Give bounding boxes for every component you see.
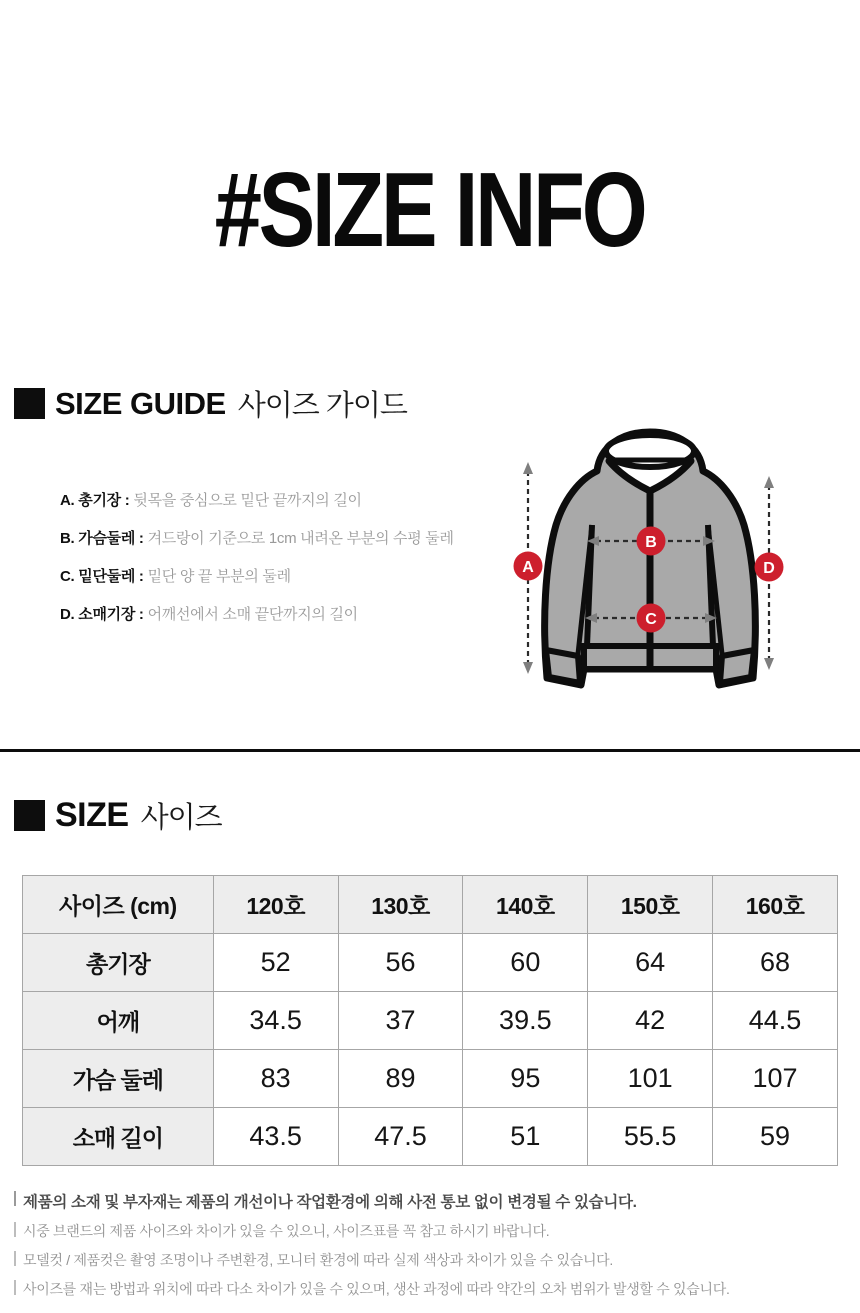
list-item [60, 527, 454, 565]
note-line [14, 1250, 846, 1270]
page-title [0, 150, 860, 271]
marker-a-label: A [522, 559, 534, 576]
marker-b-label: B [645, 534, 657, 551]
note-text: 모델컷 / 제품컷은 촬영 조명이나 주변환경, 모니터 환경에 따라 실제 색상과 차이가 있을 수 있습니다. [23, 1252, 613, 1268]
col-header-150: 150호 [588, 876, 713, 934]
col-header-160: 160호 [713, 876, 838, 934]
cell-value: 56 [338, 934, 463, 992]
cell-value: 95 [463, 1050, 588, 1108]
note-text: 시중 브랜드의 제품 사이즈와 차이가 있을 수 있으니, 사이즈표를 꼭 참고 하시기 바랍니다. [23, 1223, 550, 1239]
arrow-a-head-bottom [523, 662, 533, 674]
page-title-text: #SIZE INFO [215, 151, 645, 269]
note-text: 제품의 소재 및 부자재는 제품의 개선이나 작업환경에 의해 사전 통보 없이 변경될 수 있습니다. [23, 1194, 637, 1211]
hoodie-measurement-diagram [490, 413, 810, 705]
table-row [23, 992, 838, 1050]
marker-d [755, 553, 784, 582]
row-label-chest: 가슴 둘레 [23, 1050, 214, 1108]
cell-value: 44.5 [713, 992, 838, 1050]
section-divider [0, 749, 860, 752]
black-square-bullet-icon [14, 800, 45, 831]
cell-value: 107 [713, 1050, 838, 1108]
note-bar-icon [14, 1280, 16, 1295]
table-row [23, 1050, 838, 1108]
note-bar-icon [14, 1222, 16, 1237]
note-bar-icon [14, 1251, 16, 1266]
guide-desc: 밑단 양 끝 부분의 둘레 [147, 568, 291, 585]
note-line [14, 1279, 846, 1299]
measurement-guide-list [60, 489, 454, 641]
cell-value: 59 [713, 1108, 838, 1166]
table-row [23, 1108, 838, 1166]
col-header-140: 140호 [463, 876, 588, 934]
guide-label: D. 소매기장 : [60, 606, 144, 623]
cell-value: 42 [588, 992, 713, 1050]
left-cuff [546, 650, 580, 683]
list-item [60, 489, 454, 527]
cell-value: 68 [713, 934, 838, 992]
footer-notes [14, 1190, 846, 1308]
col-header-120: 120호 [213, 876, 338, 934]
row-label-total-length: 총기장 [23, 934, 214, 992]
cell-value: 39.5 [463, 992, 588, 1050]
arrow-d-head-bottom [764, 658, 774, 670]
cell-value: 55.5 [588, 1108, 713, 1166]
hoodie-diagram-svg [490, 413, 810, 705]
cell-value: 43.5 [213, 1108, 338, 1166]
table-row [23, 934, 838, 992]
note-bar-icon [14, 1191, 16, 1206]
guide-label: C. 밑단둘레 : [60, 568, 144, 585]
cell-value: 83 [213, 1050, 338, 1108]
note-text: 사이즈를 재는 방법과 위치에 따라 다소 차이가 있을 수 있으며, 생산 과정에 따라 약간의 오차 범위가 발생할 수 있습니다. [23, 1281, 730, 1297]
cell-value: 60 [463, 934, 588, 992]
size-heading-en: SIZE [55, 796, 129, 834]
cell-value: 52 [213, 934, 338, 992]
size-guide-heading [14, 383, 407, 424]
guide-desc: 어깨선에서 소매 끝단까지의 길이 [147, 606, 358, 623]
cell-value: 51 [463, 1108, 588, 1166]
col-header-130: 130호 [338, 876, 463, 934]
col-header-size-cm: 사이즈 (cm) [23, 876, 214, 934]
size-heading-ko: 사이즈 [140, 802, 222, 834]
arrow-a-head-top [523, 462, 533, 474]
marker-c-label: C [645, 611, 657, 628]
cell-value: 34.5 [213, 992, 338, 1050]
cell-value: 101 [588, 1050, 713, 1108]
size-guide-heading-ko: 사이즈 가이드 [237, 390, 407, 422]
size-section-heading [14, 795, 222, 836]
black-square-bullet-icon [14, 388, 45, 419]
cell-value: 89 [338, 1050, 463, 1108]
marker-d-label: D [763, 560, 775, 577]
table-header-row [23, 876, 838, 934]
arrow-d-head-top [764, 476, 774, 488]
guide-label: A. 총기장 : [60, 492, 130, 509]
row-label-shoulder: 어깨 [23, 992, 214, 1050]
cell-value: 47.5 [338, 1108, 463, 1166]
marker-c [637, 604, 666, 633]
note-line [14, 1190, 846, 1212]
size-table [22, 875, 838, 1166]
right-cuff [720, 650, 754, 683]
guide-desc: 겨드랑이 기준으로 1cm 내려온 부분의 수평 둘레 [147, 530, 454, 547]
guide-desc: 뒷목을 중심으로 밑단 끝까지의 길이 [133, 492, 362, 509]
marker-b [637, 527, 666, 556]
cell-value: 37 [338, 992, 463, 1050]
guide-label: B. 가슴둘레 : [60, 530, 144, 547]
list-item [60, 603, 454, 641]
marker-a [514, 552, 543, 581]
cell-value: 64 [588, 934, 713, 992]
note-line [14, 1221, 846, 1241]
list-item [60, 565, 454, 603]
row-label-sleeve: 소매 길이 [23, 1108, 214, 1166]
size-guide-heading-en: SIZE GUIDE [55, 385, 226, 421]
